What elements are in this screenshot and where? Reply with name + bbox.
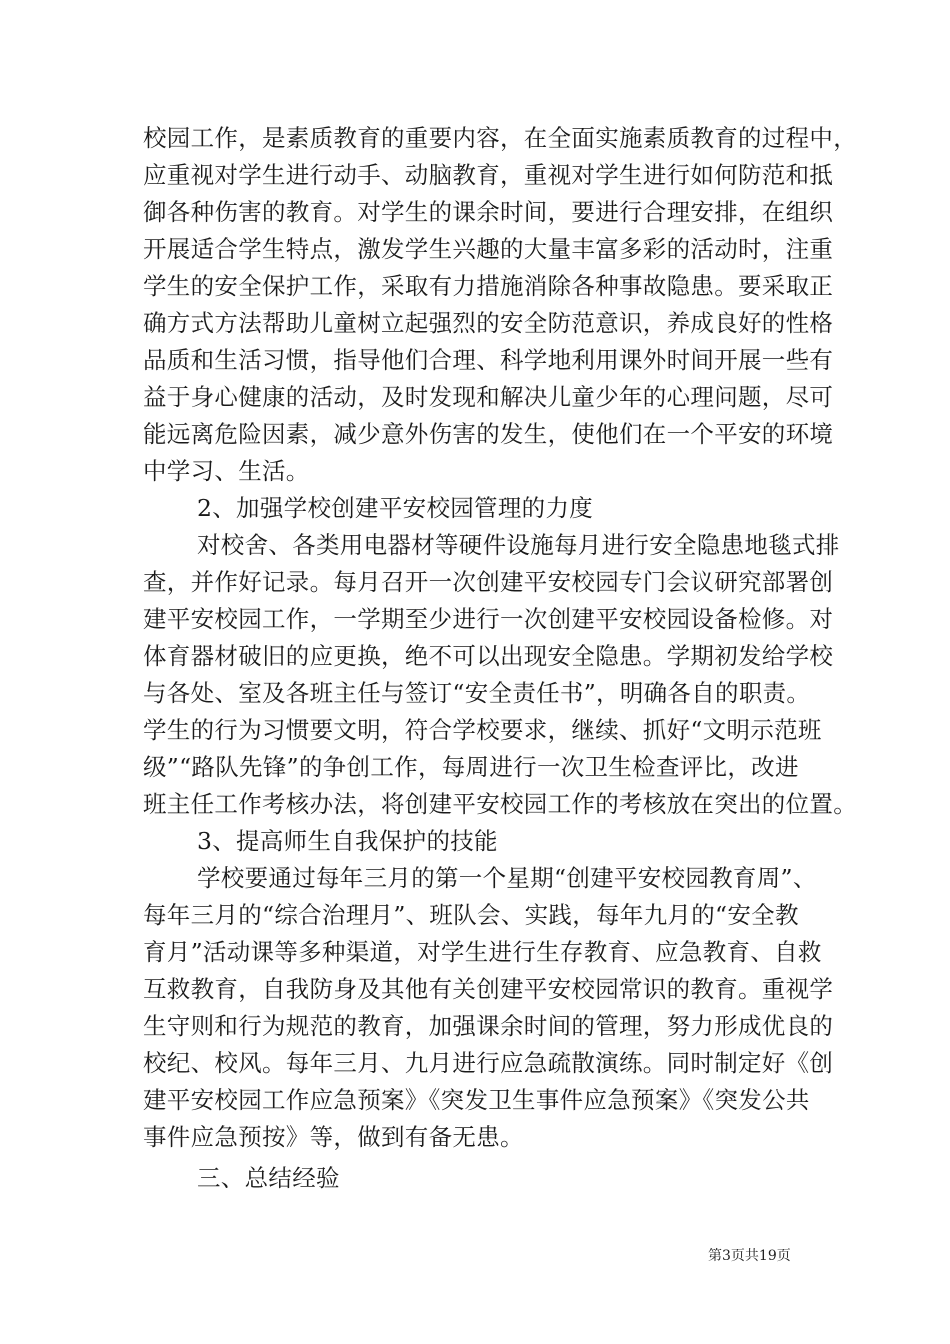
section-heading: 3、提高师生自我保护的技能 <box>197 827 498 855</box>
body-text-line: 御各种伤害的教育。对学生的课余时间，要进行合理安排，在组织 <box>143 198 834 226</box>
body-text-line: 校园工作，是素质教育的重要内容，在全面实施素质教育的过程中， <box>143 124 857 152</box>
body-text-line: 事件应急预按》等，做到有备无患。 <box>143 1123 524 1151</box>
body-text-line: 确方式方法帮助儿童树立起强烈的安全防范意识，养成良好的性格 <box>143 309 834 337</box>
body-text-line: 级”“路队先锋”的争创工作，每周进行一次卫生检查评比，改进 <box>143 753 799 781</box>
body-text-line: 校纪、校风。每年三月、九月进行应急疏散演练。同时制定好《创 <box>143 1049 834 1077</box>
body-text-line: 生守则和行为规范的教育，加强课余时间的管理，努力形成优良的 <box>143 1012 834 1040</box>
body-text-line: 应重视对学生进行动手、动脑教育，重视对学生进行如何防范和抵 <box>143 161 834 189</box>
body-text-line: 每年三月的“综合治理月”、班队会、实践，每年九月的“安全教 <box>143 901 799 929</box>
body-text-line: 学校要通过每年三月的第一个星期“创建平安校园教育周”、 <box>197 864 817 892</box>
body-text-line: 学生的行为习惯要文明，符合学校要求，继续、抓好“文明示范班 <box>143 716 822 744</box>
body-text-line: 开展适合学生特点，激发学生兴趣的大量丰富多彩的活动时，注重 <box>143 235 834 263</box>
body-text-line: 中学习、生活。 <box>143 457 310 485</box>
body-text-line: 体育器材破旧的应更换，绝不可以出现安全隐患。学期初发给学校 <box>143 642 834 670</box>
body-text-line: 与各处、室及各班主任与签订“安全责任书”，明确各自的职责。 <box>143 679 811 707</box>
section-heading: 三、总结经验 <box>197 1164 340 1192</box>
body-text-line: 建平安校园工作，一学期至少进行一次创建平安校园设备检修。对 <box>143 605 834 633</box>
page-number: 第3页共19页 <box>708 1248 791 1264</box>
body-text-line: 对校舍、各类用电器材等硬件设施每月进行安全隐患地毯式排 <box>197 531 840 559</box>
body-text-line: 班主任工作考核办法，将创建平安校园工作的考核放在突出的位置。 <box>143 790 857 818</box>
section-heading: 2、加强学校创建平安校园管理的力度 <box>197 494 594 522</box>
body-text-line: 学生的安全保护工作，采取有力措施消除各种事故隐患。要采取正 <box>143 272 834 300</box>
body-text-line: 益于身心健康的活动，及时发现和解决儿童少年的心理问题，尽可 <box>143 383 834 411</box>
body-text-line: 品质和生活习惯，指导他们合理、科学地利用课外时间开展一些有 <box>143 346 834 374</box>
body-text-line: 能远离危险因素，减少意外伤害的发生，使他们在一个平安的环境 <box>143 420 834 448</box>
body-text-line: 建平安校园工作应急预案》《突发卫生事件应急预案》《突发公共 <box>143 1086 810 1114</box>
body-text-line: 查，并作好记录。每月召开一次创建平安校园专门会议研究部署创 <box>143 568 834 596</box>
body-text-line: 育月”活动课等多种渠道，对学生进行生存教育、应急教育、自救 <box>143 938 822 966</box>
body-text-line: 互救教育，自我防身及其他有关创建平安校园常识的教育。重视学 <box>143 975 834 1003</box>
